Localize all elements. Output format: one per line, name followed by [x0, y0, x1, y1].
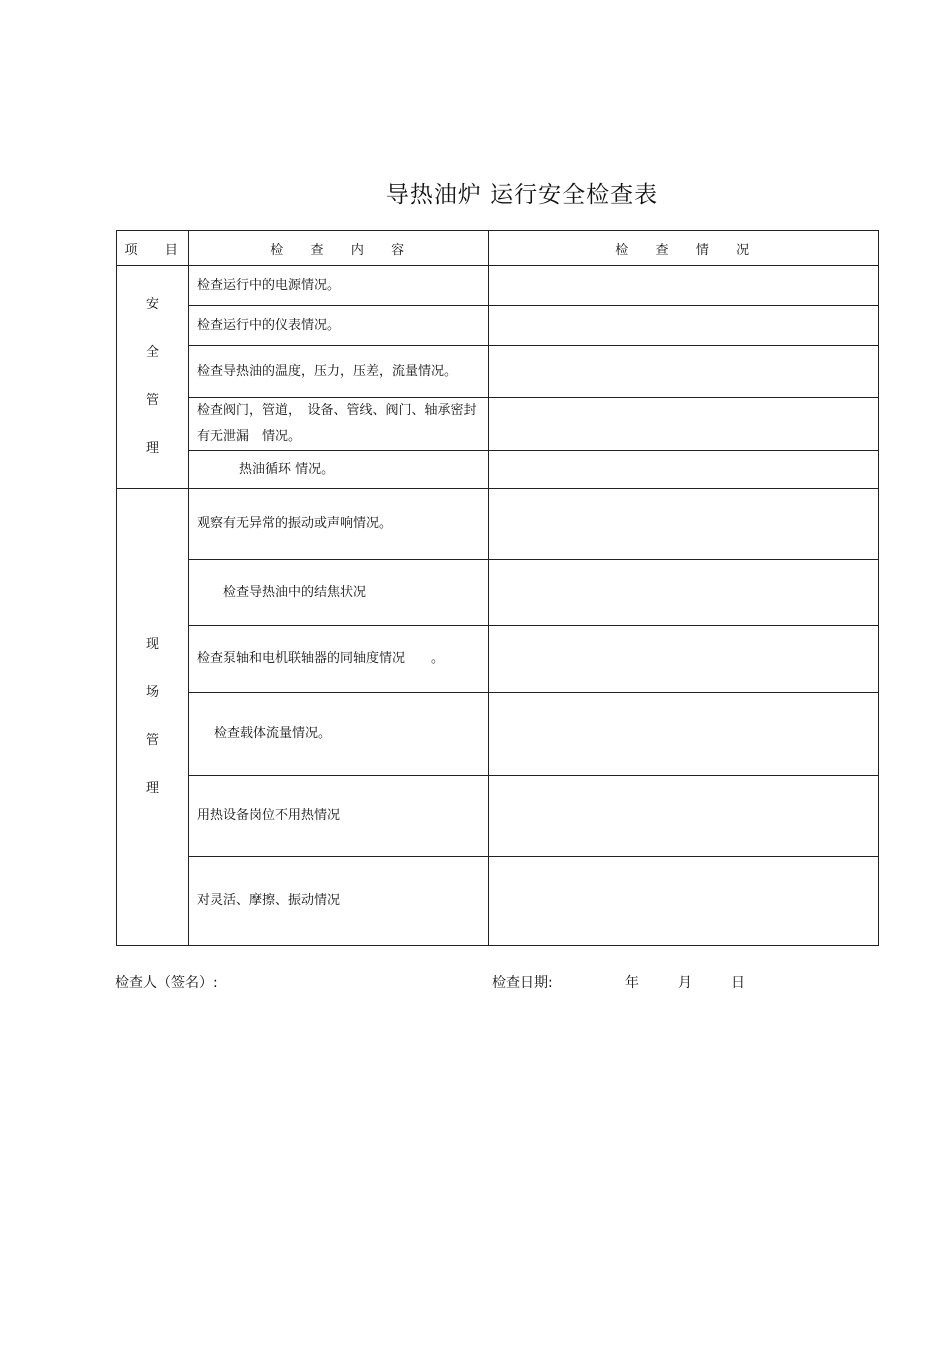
- header-content: 检 查 内 容: [189, 231, 489, 266]
- table-row: [117, 776, 879, 857]
- check-item-content: 对灵活、摩擦、振动情况: [189, 857, 489, 946]
- check-result-cell[interactable]: [489, 489, 879, 560]
- check-item-content: 热油循环 情况。: [189, 451, 489, 489]
- table-header-row: [117, 231, 879, 266]
- table-row: [117, 693, 879, 776]
- signer-label: 检查人（签名）:: [115, 975, 218, 991]
- check-item-content: 检查泵轴和电机联轴器的同轴度情况 。: [189, 626, 489, 693]
- check-result-cell[interactable]: [489, 306, 879, 346]
- check-result-cell[interactable]: [489, 693, 879, 776]
- check-result-cell[interactable]: [489, 346, 879, 398]
- check-result-cell[interactable]: [489, 451, 879, 489]
- check-item-content: 检查导热油的温度，压力，压差，流量情况。: [189, 346, 489, 398]
- date-month-label: 月: [678, 975, 692, 991]
- check-result-cell[interactable]: [489, 266, 879, 306]
- check-result-cell[interactable]: [489, 560, 879, 626]
- check-item-content: 观察有无异常的振动或声响情况。: [189, 489, 489, 560]
- table-row: [117, 626, 879, 693]
- check-item-content: 用热设备岗位不用热情况: [189, 776, 489, 857]
- page-title: 导热油炉 运行安全检查表: [385, 182, 659, 208]
- category-safety-management: 安 全 管 理: [117, 266, 189, 489]
- date-label: 检查日期:: [492, 975, 553, 991]
- check-result-cell[interactable]: [489, 857, 879, 946]
- date-year-label: 年: [625, 975, 639, 991]
- check-result-cell[interactable]: [489, 776, 879, 857]
- header-item: 项 目: [117, 231, 189, 266]
- header-result: 检 查 情 况: [489, 231, 879, 266]
- table-row: [117, 560, 879, 626]
- table-row: [117, 346, 879, 398]
- table-row: [117, 857, 879, 946]
- table-row: [117, 306, 879, 346]
- check-result-cell[interactable]: [489, 398, 879, 451]
- check-item-content: 检查导热油中的结焦状况: [189, 560, 489, 626]
- check-item-content: 检查阀门，管道， 设备、管线、阀门、轴承密封有无泄漏 情况。: [189, 398, 489, 451]
- table-row: [117, 266, 879, 306]
- inspection-table: [116, 230, 879, 946]
- check-result-cell[interactable]: [489, 626, 879, 693]
- table-row: [117, 451, 879, 489]
- table-row: [117, 398, 879, 451]
- check-item-content: 检查运行中的电源情况。: [189, 266, 489, 306]
- table-row: [117, 489, 879, 560]
- check-item-content: 检查运行中的仪表情况。: [189, 306, 489, 346]
- category-site-management: 现 场 管 理: [117, 489, 189, 946]
- check-item-content: 检查载体流量情况。: [189, 693, 489, 776]
- date-day-label: 日: [731, 975, 745, 991]
